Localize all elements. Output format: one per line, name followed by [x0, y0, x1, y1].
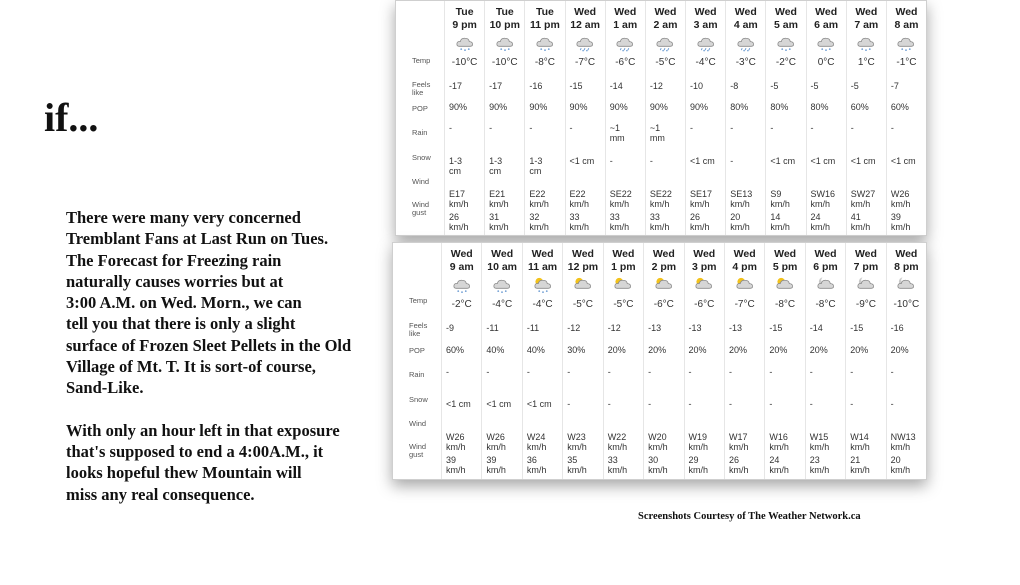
- hour-column: [484, 1, 524, 235]
- hour-day: Tue: [495, 6, 514, 18]
- hour-pop: 60%: [850, 102, 869, 112]
- hour-snow: -: [769, 399, 773, 409]
- hour-day: Wed: [694, 6, 717, 18]
- hour-pop: 20%: [890, 345, 909, 355]
- paragraph-1: There were many very concerned Tremblant Fans at Last Run on Tues. The Forecast for Freezing rain naturally causes worries but at 3:00 A.M. on Wed. Morn., we can tell you that there is only a slight surface of Frozen Sleet Pellets in the Old Village of Mt. T. It is sort-of course, Sand-Like.: [66, 208, 352, 398]
- hour-wind: E17 km/h: [449, 189, 469, 209]
- row-labels: [393, 243, 441, 479]
- hour-feels: -5: [770, 81, 779, 91]
- hour-feels: -7: [890, 81, 899, 91]
- hour-pop: 60%: [446, 345, 465, 355]
- hour-wind: SW16 km/h: [810, 189, 836, 209]
- hour-temp: -9°C: [855, 299, 876, 310]
- hour-gust: 26 km/h: [690, 212, 710, 232]
- hour-day: Wed: [450, 248, 473, 260]
- hour-wind: E21 km/h: [489, 189, 509, 209]
- hour-wind: NW13 km/h: [890, 432, 916, 452]
- hour-column: [565, 1, 605, 235]
- hour-pop: 90%: [569, 102, 588, 112]
- hour-time: 7 am: [854, 19, 879, 31]
- hour-snow: -: [688, 399, 692, 409]
- hour-time: 3 pm: [691, 261, 717, 273]
- hour-feels: -13: [688, 323, 702, 333]
- hour-gust: 41 km/h: [850, 212, 871, 232]
- hour-time: 11 am: [527, 261, 558, 273]
- hour-wind: S9 km/h: [770, 189, 790, 209]
- hour-temp: -5°C: [613, 299, 634, 310]
- hour-temp: -10°C: [893, 299, 920, 310]
- hour-day: Wed: [855, 6, 878, 18]
- hour-wind: SE22 km/h: [649, 189, 672, 209]
- hour-temp: -5°C: [655, 57, 676, 68]
- hour-column: [524, 1, 564, 235]
- hour-pop: 80%: [730, 102, 749, 112]
- hour-snow: <1 cm: [890, 156, 916, 166]
- hour-rain: -: [567, 367, 571, 377]
- hour-gust: 21 km/h: [850, 455, 870, 475]
- hour-temp: -2°C: [775, 57, 797, 68]
- hour-snow: 1-3 cm: [449, 156, 463, 176]
- hour-pop: 30%: [567, 345, 586, 355]
- hour-column: [603, 243, 643, 479]
- hour-gust: 31 km/h: [489, 212, 509, 232]
- hour-column: [765, 1, 805, 235]
- hour-feels: -15: [769, 323, 783, 333]
- row-label-rain: Rain: [412, 128, 428, 137]
- hour-snow: <1 cm: [486, 399, 512, 409]
- hour-column: [724, 243, 764, 479]
- hour-rain: -: [607, 367, 611, 377]
- hour-wind: W20 km/h: [648, 432, 668, 452]
- hour-temp: 1°C: [857, 57, 875, 68]
- hour-gust: 39 km/h: [890, 212, 911, 232]
- hour-snow: -: [890, 399, 894, 409]
- hour-snow: <1 cm: [526, 399, 552, 409]
- sleet-cloud-icon: [696, 34, 716, 52]
- hour-column: [764, 243, 804, 479]
- hour-time: 8 pm: [894, 261, 919, 273]
- hour-rain: -: [730, 123, 734, 133]
- hour-gust: 33 km/h: [569, 212, 590, 232]
- hour-pop: 20%: [728, 345, 747, 355]
- hour-column: [522, 243, 562, 479]
- hour-wind: W17 km/h: [728, 432, 749, 452]
- hour-day: Wed: [491, 248, 514, 260]
- hour-temp: -6°C: [615, 57, 636, 68]
- row-labels: [396, 1, 444, 235]
- hour-snow: 1-3 cm: [529, 156, 543, 176]
- hour-snow: -: [850, 399, 854, 409]
- snow-cloud-icon: [535, 34, 555, 52]
- row-label-gust: Wind gust: [412, 200, 430, 217]
- hour-gust: 30 km/h: [648, 455, 668, 475]
- hour-gust: 20 km/h: [890, 455, 911, 475]
- hour-temp: -3°C: [735, 57, 756, 68]
- snow-cloud-icon: [776, 34, 796, 52]
- hour-column: [725, 1, 765, 235]
- hour-pop: 20%: [607, 345, 626, 355]
- hour-feels: -15: [569, 81, 583, 91]
- hour-time: 5 am: [773, 19, 798, 31]
- hour-time: 3 am: [693, 19, 718, 31]
- hour-time: 9 am: [449, 261, 474, 273]
- hour-wind: W23 km/h: [567, 432, 587, 452]
- hour-wind: W26 km/h: [486, 432, 506, 452]
- hour-time: 7 pm: [853, 261, 879, 273]
- sun-cloud-icon: [735, 276, 755, 294]
- hour-time: 11 pm: [530, 19, 560, 31]
- hour-pop: 40%: [486, 345, 505, 355]
- forecast-columns: [444, 1, 926, 235]
- hour-pop: 90%: [609, 102, 628, 112]
- hour-time: 8 am: [894, 19, 919, 31]
- hour-wind: SW27 km/h: [850, 189, 876, 209]
- hour-snow: -: [648, 399, 652, 409]
- hour-column: [643, 243, 683, 479]
- hour-time: 6 am: [814, 19, 839, 31]
- hour-feels: -16: [529, 81, 543, 91]
- hour-gust: 29 km/h: [688, 455, 709, 475]
- hour-feels: -5: [810, 81, 819, 91]
- hour-gust: 39 km/h: [486, 455, 506, 475]
- sleet-cloud-icon: [655, 34, 675, 52]
- hour-time: 12 am: [570, 19, 600, 31]
- hour-gust: 33 km/h: [649, 212, 670, 232]
- hour-gust: 26 km/h: [728, 455, 749, 475]
- hour-feels: -12: [649, 81, 663, 91]
- snow-cloud-icon: [455, 34, 475, 52]
- hour-column: [685, 1, 725, 235]
- sun-cloud-snow-icon: [533, 276, 553, 294]
- hour-pop: 20%: [850, 345, 869, 355]
- slide-body: [66, 207, 386, 526]
- sleet-cloud-icon: [575, 34, 595, 52]
- hour-pop: 90%: [529, 102, 548, 112]
- hour-feels: -12: [607, 323, 621, 333]
- hour-rain: -: [486, 367, 490, 377]
- hour-temp: -5°C: [572, 299, 594, 310]
- hour-snow: -: [809, 399, 813, 409]
- hour-gust: 35 km/h: [567, 455, 587, 475]
- hour-rain: -: [690, 123, 694, 133]
- hour-temp: -1°C: [896, 57, 917, 68]
- hour-time: 9 pm: [452, 19, 477, 31]
- hour-column: [441, 243, 481, 479]
- row-label-snow: Snow: [409, 395, 428, 404]
- hour-snow: <1 cm: [569, 156, 595, 166]
- hour-feels: -12: [567, 323, 581, 333]
- hour-feels: -5: [850, 81, 859, 91]
- hour-temp: -7°C: [734, 299, 755, 310]
- hour-pop: 90%: [690, 102, 709, 112]
- moon-cloud-icon: [816, 276, 836, 294]
- hour-temp: 0°C: [817, 57, 835, 68]
- row-label-pop: POP: [409, 346, 425, 355]
- hour-day: Wed: [854, 248, 877, 260]
- hour-gust: 33 km/h: [607, 455, 628, 475]
- hour-pop: 90%: [489, 102, 508, 112]
- hour-gust: 14 km/h: [770, 212, 790, 232]
- row-label-temp: Temp: [409, 296, 428, 305]
- hour-day: Wed: [531, 248, 554, 260]
- hour-column: [645, 1, 685, 235]
- hour-day: Wed: [814, 248, 837, 260]
- hour-snow: -: [728, 399, 732, 409]
- hour-day: Wed: [612, 248, 635, 260]
- row-label-snow: Snow: [412, 153, 431, 162]
- hour-day: Tue: [455, 6, 474, 18]
- hour-day: Wed: [652, 248, 675, 260]
- row-label-rain: Rain: [409, 370, 425, 379]
- hour-snow: <1 cm: [810, 156, 836, 166]
- hour-temp: -8°C: [534, 57, 555, 68]
- hour-feels: -8: [730, 81, 739, 91]
- snow-cloud-icon: [492, 276, 512, 294]
- hour-day: Wed: [654, 6, 677, 18]
- hour-column: [846, 1, 886, 235]
- hour-temp: -10°C: [451, 57, 478, 68]
- sun-cloud-icon: [573, 276, 593, 294]
- hour-time: 1 pm: [611, 261, 636, 273]
- hour-gust: 24 km/h: [769, 455, 789, 475]
- hour-rain: -: [489, 123, 493, 133]
- hour-pop: 80%: [810, 102, 829, 112]
- hour-column: [805, 243, 845, 479]
- hour-wind: SE13 km/h: [730, 189, 753, 209]
- hour-rain: -: [769, 367, 773, 377]
- sun-cloud-icon: [654, 276, 674, 294]
- hour-wind: W15 km/h: [809, 432, 830, 452]
- hour-gust: 36 km/h: [526, 455, 547, 475]
- hour-gust: 26 km/h: [449, 212, 469, 232]
- hour-feels: -16: [890, 323, 904, 333]
- hour-wind: W16 km/h: [769, 432, 789, 452]
- hour-snow: <1 cm: [446, 399, 471, 409]
- hour-time: 2 pm: [651, 261, 677, 273]
- hour-time: 4 am: [733, 19, 758, 31]
- hour-wind: W26 km/h: [446, 432, 466, 452]
- hour-rain: -: [569, 123, 573, 133]
- hour-rain: -: [446, 367, 449, 377]
- hour-feels: -14: [809, 323, 823, 333]
- hour-gust: 20 km/h: [730, 212, 750, 232]
- hour-feels: -17: [489, 81, 503, 91]
- hour-temp: -10°C: [491, 57, 518, 68]
- sun-cloud-icon: [694, 276, 714, 294]
- hour-snow: -: [567, 399, 571, 409]
- forecast-columns: [441, 243, 926, 479]
- snow-cloud-icon: [896, 34, 916, 52]
- hour-pop: 90%: [649, 102, 668, 112]
- hour-rain: -: [770, 123, 774, 133]
- row-label-wind: Wind: [409, 419, 427, 428]
- hour-time: 10 pm: [489, 19, 520, 31]
- hour-time: 5 pm: [772, 261, 798, 273]
- hour-feels: -13: [728, 323, 742, 333]
- hour-time: 6 pm: [813, 261, 838, 273]
- hour-gust: 24 km/h: [810, 212, 831, 232]
- sleet-cloud-icon: [736, 34, 756, 52]
- hour-rain: -: [809, 367, 813, 377]
- hour-temp: -7°C: [575, 57, 596, 68]
- row-label-temp: Temp: [412, 56, 431, 65]
- hour-pop: 20%: [648, 345, 667, 355]
- row-label-feels: Feels like: [409, 321, 428, 338]
- hour-rain: -: [529, 123, 533, 133]
- hour-temp: -4°C: [532, 299, 553, 310]
- hour-wind: W22 km/h: [607, 432, 628, 452]
- hour-rain: -: [850, 367, 854, 377]
- hour-temp: -4°C: [492, 299, 513, 310]
- row-label-wind: Wind: [412, 177, 430, 186]
- hour-time: 4 pm: [732, 261, 757, 273]
- sun-cloud-icon: [613, 276, 633, 294]
- hour-feels: -15: [850, 323, 864, 333]
- hour-rain: -: [449, 123, 452, 133]
- hour-time: 2 am: [653, 19, 678, 31]
- hour-temp: -8°C: [775, 299, 796, 310]
- hour-day: Wed: [571, 248, 594, 260]
- screenshot-credit: Screenshots Courtesy of The Weather Network.ca: [638, 511, 861, 522]
- hour-wind: E22 km/h: [569, 189, 590, 209]
- hour-pop: 20%: [809, 345, 828, 355]
- hour-pop: 90%: [449, 102, 468, 112]
- hour-pop: 60%: [890, 102, 909, 112]
- hour-rain: -: [728, 367, 732, 377]
- hour-snow: -: [649, 156, 653, 166]
- hour-pop: 20%: [688, 345, 707, 355]
- hour-column: [806, 1, 846, 235]
- hour-snow: -: [607, 399, 611, 409]
- hour-gust: 23 km/h: [809, 455, 830, 475]
- hour-rain: -: [688, 367, 692, 377]
- row-label-feels: Feels like: [412, 80, 431, 97]
- hour-feels: -17: [449, 81, 463, 91]
- moon-cloud-icon: [896, 276, 916, 294]
- hour-day: Wed: [895, 6, 918, 18]
- snow-cloud-icon: [452, 276, 472, 294]
- hour-temp: -8°C: [815, 299, 836, 310]
- hour-gust: 39 km/h: [446, 455, 466, 475]
- hour-time: 10 am: [487, 261, 518, 273]
- hour-snow: <1 cm: [690, 156, 715, 166]
- hour-feels: -10: [690, 81, 704, 91]
- hour-feels: -13: [648, 323, 662, 333]
- hour-rain: -: [648, 367, 652, 377]
- hour-day: Wed: [815, 6, 838, 18]
- hour-feels: -11: [526, 323, 540, 333]
- hour-day: Wed: [774, 6, 797, 18]
- hour-feels: -11: [486, 323, 499, 333]
- hour-column: [605, 1, 645, 235]
- hour-day: Wed: [614, 6, 637, 18]
- hour-column: [684, 243, 724, 479]
- hour-gust: 32 km/h: [529, 212, 549, 232]
- sleet-cloud-icon: [615, 34, 635, 52]
- hour-day: Wed: [895, 248, 918, 260]
- hour-rain: ~1 mm: [649, 123, 665, 143]
- paragraph-2: With only an hour left in that exposure that's supposed to end a 4:00A.M., it looks hopeful thew Mountain will miss any real consequence.: [66, 420, 340, 504]
- hour-rain: -: [850, 123, 854, 133]
- slide-heading: if...: [44, 95, 99, 140]
- forecast-table-bottom: [392, 242, 927, 480]
- hour-column: [444, 1, 484, 235]
- hour-pop: 40%: [526, 345, 545, 355]
- hour-day: Wed: [734, 6, 757, 18]
- hour-temp: -2°C: [451, 299, 472, 310]
- hour-wind: W19 km/h: [688, 432, 709, 452]
- hour-temp: -4°C: [695, 57, 716, 68]
- moon-cloud-icon: [856, 276, 876, 294]
- hour-day: Wed: [733, 248, 756, 260]
- hour-day: Wed: [574, 6, 597, 18]
- hour-pop: 80%: [770, 102, 789, 112]
- hour-temp: -6°C: [694, 299, 715, 310]
- hour-wind: SE22 km/h: [609, 189, 632, 209]
- hour-column: [481, 243, 521, 479]
- hour-pop: 20%: [769, 345, 788, 355]
- hour-rain: -: [890, 367, 894, 377]
- hour-wind: W14 km/h: [850, 432, 870, 452]
- hour-rain: -: [810, 123, 814, 133]
- hour-snow: <1 cm: [850, 156, 876, 166]
- hour-rain: ~1 mm: [609, 123, 625, 143]
- hour-column: [562, 243, 602, 479]
- hour-day: Wed: [774, 248, 797, 260]
- hour-wind: E22 km/h: [529, 189, 549, 209]
- hour-temp: -6°C: [653, 299, 674, 310]
- hour-time: 1 am: [613, 19, 638, 31]
- row-label-pop: POP: [412, 104, 428, 113]
- snow-cloud-icon: [856, 34, 876, 52]
- hour-column: [845, 243, 885, 479]
- hour-day: Wed: [693, 248, 716, 260]
- sun-cloud-icon: [775, 276, 795, 294]
- hour-wind: W24 km/h: [526, 432, 547, 452]
- hour-snow: 1-3 cm: [489, 156, 503, 176]
- snow-cloud-icon: [816, 34, 836, 52]
- hour-column: [886, 243, 926, 479]
- forecast-table-top: [395, 0, 927, 236]
- hour-time: 12 pm: [567, 261, 599, 273]
- hour-day: Tue: [535, 6, 554, 18]
- hour-gust: 33 km/h: [609, 212, 630, 232]
- hour-column: [886, 1, 926, 235]
- hour-wind: W26 km/h: [890, 189, 911, 209]
- hour-wind: SE17 km/h: [690, 189, 713, 209]
- hour-snow: -: [730, 156, 734, 166]
- hour-rain: -: [526, 367, 530, 377]
- row-label-gust: Wind gust: [409, 442, 427, 459]
- hour-snow: -: [609, 156, 613, 166]
- hour-rain: -: [890, 123, 894, 133]
- snow-cloud-icon: [495, 34, 515, 52]
- hour-feels: -9: [446, 323, 455, 333]
- hour-snow: <1 cm: [770, 156, 796, 166]
- hour-feels: -14: [609, 81, 623, 91]
